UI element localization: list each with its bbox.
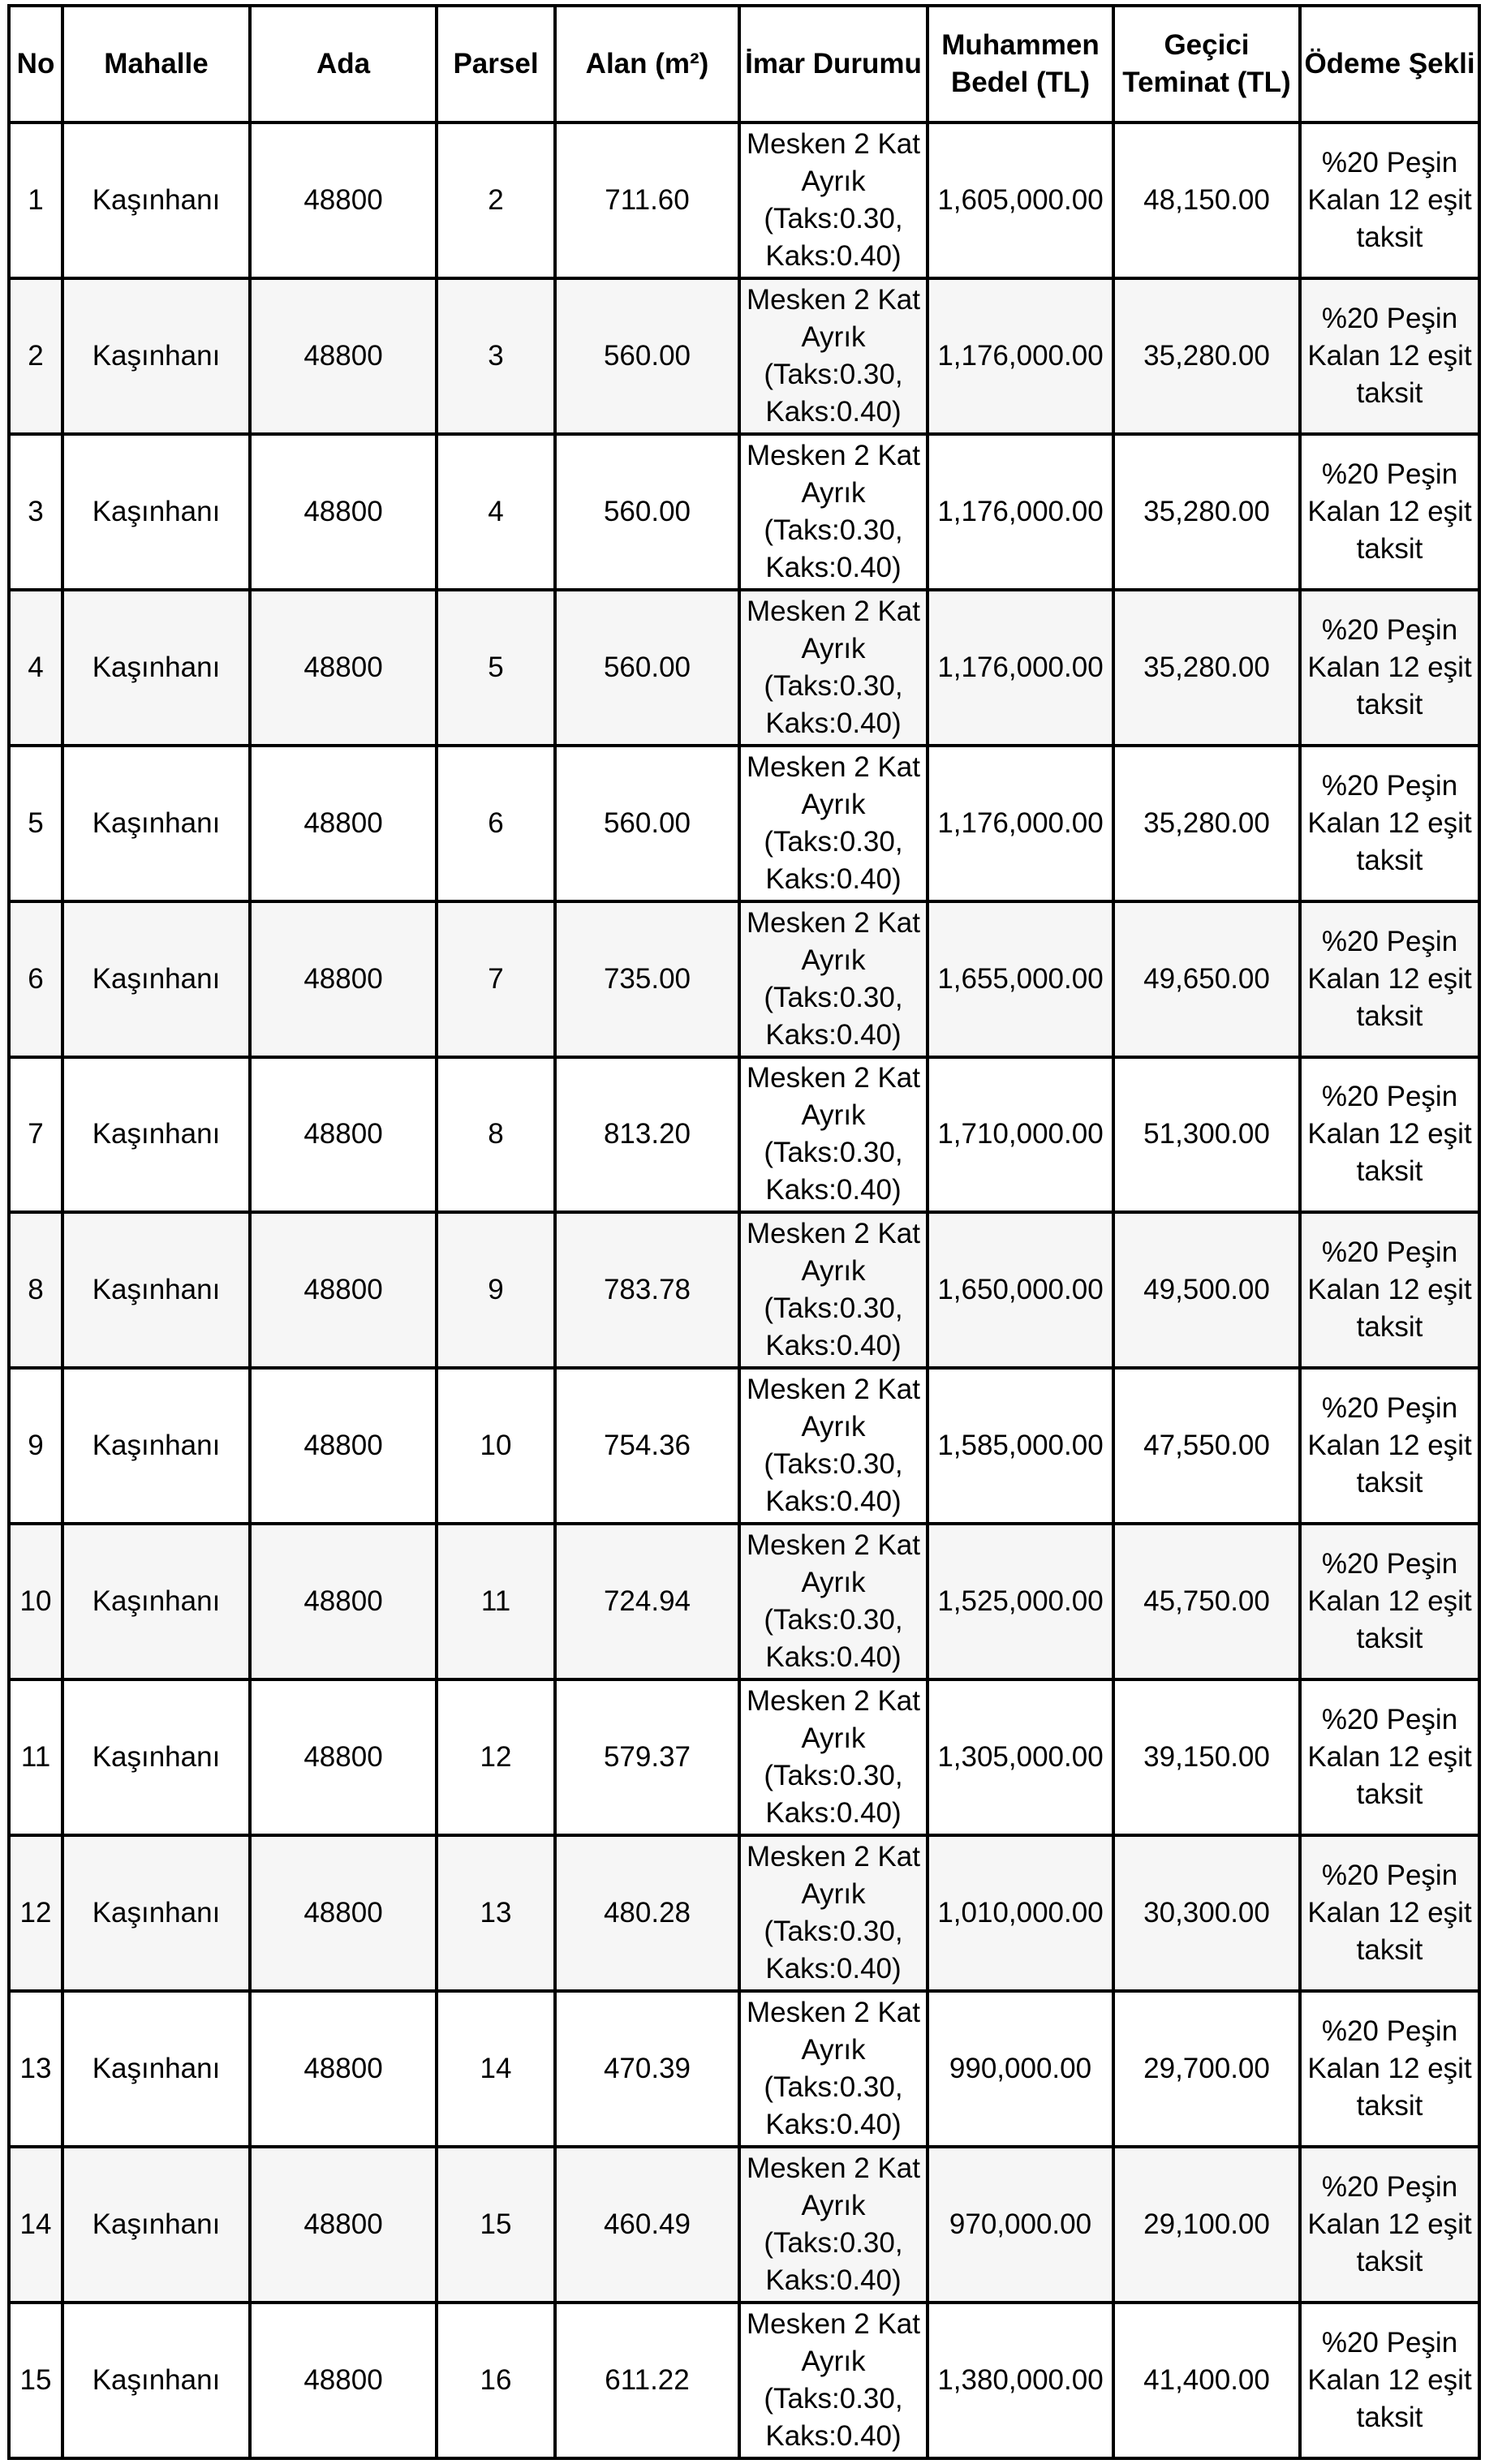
cell-ada: 48800 — [250, 434, 437, 590]
header-imar-durumu: İmar Durumu — [739, 6, 928, 123]
cell-muhammen-bedel: 1,176,000.00 — [928, 746, 1113, 901]
cell-mahalle: Kaşınhanı — [62, 2303, 250, 2458]
cell-muhammen-bedel: 1,176,000.00 — [928, 434, 1113, 590]
cell-alan: 560.00 — [555, 746, 739, 901]
cell-imar-durumu: Mesken 2 Kat Ayrık (Taks:0.30, Kaks:0.40) — [739, 278, 928, 434]
cell-mahalle: Kaşınhanı — [62, 1835, 250, 1991]
cell-odeme-sekli: %20 Peşin Kalan 12 eşit taksit — [1300, 746, 1479, 901]
table-body — [9, 123, 1479, 2458]
cell-mahalle: Kaşınhanı — [62, 278, 250, 434]
cell-no: 8 — [9, 1212, 62, 1368]
table-row — [9, 123, 1479, 278]
header-row — [9, 6, 1479, 123]
cell-gecici-teminat: 39,150.00 — [1113, 1679, 1300, 1835]
cell-parsel: 14 — [437, 1991, 555, 2147]
cell-alan: 480.28 — [555, 1835, 739, 1991]
table-row — [9, 590, 1479, 746]
cell-no: 9 — [9, 1368, 62, 1524]
table-row — [9, 2147, 1479, 2303]
cell-imar-durumu: Mesken 2 Kat Ayrık (Taks:0.30, Kaks:0.40) — [739, 123, 928, 278]
cell-mahalle: Kaşınhanı — [62, 1368, 250, 1524]
cell-gecici-teminat: 30,300.00 — [1113, 1835, 1300, 1991]
cell-mahalle: Kaşınhanı — [62, 746, 250, 901]
cell-odeme-sekli: %20 Peşin Kalan 12 eşit taksit — [1300, 434, 1479, 590]
cell-gecici-teminat: 49,650.00 — [1113, 901, 1300, 1057]
cell-parsel: 4 — [437, 434, 555, 590]
cell-parsel: 5 — [437, 590, 555, 746]
table-row — [9, 1524, 1479, 1679]
cell-no: 10 — [9, 1524, 62, 1679]
cell-ada: 48800 — [250, 2147, 437, 2303]
cell-muhammen-bedel: 1,585,000.00 — [928, 1368, 1113, 1524]
cell-no: 13 — [9, 1991, 62, 2147]
cell-parsel: 15 — [437, 2147, 555, 2303]
table-row — [9, 278, 1479, 434]
cell-no: 1 — [9, 123, 62, 278]
cell-alan: 724.94 — [555, 1524, 739, 1679]
cell-imar-durumu: Mesken 2 Kat Ayrık (Taks:0.30, Kaks:0.40) — [739, 746, 928, 901]
cell-parsel: 13 — [437, 1835, 555, 1991]
cell-mahalle: Kaşınhanı — [62, 123, 250, 278]
tender-parcel-table — [7, 4, 1481, 2460]
table-row — [9, 746, 1479, 901]
cell-imar-durumu: Mesken 2 Kat Ayrık (Taks:0.30, Kaks:0.40) — [739, 1057, 928, 1213]
cell-gecici-teminat: 47,550.00 — [1113, 1368, 1300, 1524]
cell-parsel: 12 — [437, 1679, 555, 1835]
cell-ada: 48800 — [250, 278, 437, 434]
cell-parsel: 11 — [437, 1524, 555, 1679]
cell-mahalle: Kaşınhanı — [62, 901, 250, 1057]
table-row — [9, 1679, 1479, 1835]
cell-parsel: 9 — [437, 1212, 555, 1368]
cell-imar-durumu: Mesken 2 Kat Ayrık (Taks:0.30, Kaks:0.40) — [739, 1991, 928, 2147]
cell-no: 4 — [9, 590, 62, 746]
cell-mahalle: Kaşınhanı — [62, 2147, 250, 2303]
cell-gecici-teminat: 48,150.00 — [1113, 123, 1300, 278]
cell-alan: 560.00 — [555, 590, 739, 746]
cell-ada: 48800 — [250, 1212, 437, 1368]
header-muhammen-bedel: Muhammen Bedel (TL) — [928, 6, 1113, 123]
cell-muhammen-bedel: 1,176,000.00 — [928, 590, 1113, 746]
cell-imar-durumu: Mesken 2 Kat Ayrık (Taks:0.30, Kaks:0.40) — [739, 2147, 928, 2303]
cell-parsel: 8 — [437, 1057, 555, 1213]
cell-no: 15 — [9, 2303, 62, 2458]
cell-muhammen-bedel: 1,525,000.00 — [928, 1524, 1113, 1679]
cell-ada: 48800 — [250, 1991, 437, 2147]
cell-gecici-teminat: 29,100.00 — [1113, 2147, 1300, 2303]
cell-muhammen-bedel: 1,710,000.00 — [928, 1057, 1113, 1213]
table-row — [9, 1991, 1479, 2147]
cell-parsel: 7 — [437, 901, 555, 1057]
cell-alan: 560.00 — [555, 278, 739, 434]
cell-alan: 783.78 — [555, 1212, 739, 1368]
cell-parsel: 10 — [437, 1368, 555, 1524]
header-alan: Alan (m²) — [555, 6, 739, 123]
table-row — [9, 1212, 1479, 1368]
cell-odeme-sekli: %20 Peşin Kalan 12 eşit taksit — [1300, 1524, 1479, 1679]
cell-odeme-sekli: %20 Peşin Kalan 12 eşit taksit — [1300, 1835, 1479, 1991]
cell-alan: 611.22 — [555, 2303, 739, 2458]
header-mahalle: Mahalle — [62, 6, 250, 123]
cell-gecici-teminat: 29,700.00 — [1113, 1991, 1300, 2147]
cell-muhammen-bedel: 1,650,000.00 — [928, 1212, 1113, 1368]
cell-imar-durumu: Mesken 2 Kat Ayrık (Taks:0.30, Kaks:0.40) — [739, 1524, 928, 1679]
cell-no: 11 — [9, 1679, 62, 1835]
cell-no: 12 — [9, 1835, 62, 1991]
cell-alan: 813.20 — [555, 1057, 739, 1213]
cell-odeme-sekli: %20 Peşin Kalan 12 eşit taksit — [1300, 1368, 1479, 1524]
cell-ada: 48800 — [250, 746, 437, 901]
cell-mahalle: Kaşınhanı — [62, 1679, 250, 1835]
cell-mahalle: Kaşınhanı — [62, 1212, 250, 1368]
cell-imar-durumu: Mesken 2 Kat Ayrık (Taks:0.30, Kaks:0.40) — [739, 1835, 928, 1991]
cell-ada: 48800 — [250, 2303, 437, 2458]
cell-mahalle: Kaşınhanı — [62, 1524, 250, 1679]
cell-odeme-sekli: %20 Peşin Kalan 12 eşit taksit — [1300, 590, 1479, 746]
cell-odeme-sekli: %20 Peşin Kalan 12 eşit taksit — [1300, 1057, 1479, 1213]
cell-gecici-teminat: 49,500.00 — [1113, 1212, 1300, 1368]
cell-alan: 579.37 — [555, 1679, 739, 1835]
cell-no: 3 — [9, 434, 62, 590]
cell-ada: 48800 — [250, 590, 437, 746]
cell-parsel: 2 — [437, 123, 555, 278]
cell-muhammen-bedel: 1,305,000.00 — [928, 1679, 1113, 1835]
cell-odeme-sekli: %20 Peşin Kalan 12 eşit taksit — [1300, 2147, 1479, 2303]
cell-ada: 48800 — [250, 123, 437, 278]
cell-odeme-sekli: %20 Peşin Kalan 12 eşit taksit — [1300, 123, 1479, 278]
cell-alan: 460.49 — [555, 2147, 739, 2303]
table-row — [9, 1368, 1479, 1524]
cell-imar-durumu: Mesken 2 Kat Ayrık (Taks:0.30, Kaks:0.40) — [739, 1679, 928, 1835]
cell-muhammen-bedel: 990,000.00 — [928, 1991, 1113, 2147]
cell-imar-durumu: Mesken 2 Kat Ayrık (Taks:0.30, Kaks:0.40) — [739, 434, 928, 590]
cell-no: 7 — [9, 1057, 62, 1213]
header-gecici-teminat: Geçici Teminat (TL) — [1113, 6, 1300, 123]
cell-ada: 48800 — [250, 1679, 437, 1835]
cell-odeme-sekli: %20 Peşin Kalan 12 eşit taksit — [1300, 278, 1479, 434]
cell-gecici-teminat: 35,280.00 — [1113, 590, 1300, 746]
cell-alan: 711.60 — [555, 123, 739, 278]
cell-parsel: 6 — [437, 746, 555, 901]
cell-ada: 48800 — [250, 1524, 437, 1679]
cell-ada: 48800 — [250, 1368, 437, 1524]
cell-mahalle: Kaşınhanı — [62, 434, 250, 590]
cell-mahalle: Kaşınhanı — [62, 1057, 250, 1213]
cell-muhammen-bedel: 1,655,000.00 — [928, 901, 1113, 1057]
cell-muhammen-bedel: 970,000.00 — [928, 2147, 1113, 2303]
cell-parsel: 3 — [437, 278, 555, 434]
cell-gecici-teminat: 51,300.00 — [1113, 1057, 1300, 1213]
cell-gecici-teminat: 35,280.00 — [1113, 278, 1300, 434]
cell-muhammen-bedel: 1,010,000.00 — [928, 1835, 1113, 1991]
cell-imar-durumu: Mesken 2 Kat Ayrık (Taks:0.30, Kaks:0.40) — [739, 590, 928, 746]
cell-alan: 754.36 — [555, 1368, 739, 1524]
cell-odeme-sekli: %20 Peşin Kalan 12 eşit taksit — [1300, 1679, 1479, 1835]
table-row — [9, 434, 1479, 590]
cell-imar-durumu: Mesken 2 Kat Ayrık (Taks:0.30, Kaks:0.40) — [739, 1212, 928, 1368]
cell-imar-durumu: Mesken 2 Kat Ayrık (Taks:0.30, Kaks:0.40) — [739, 901, 928, 1057]
table-row — [9, 1057, 1479, 1213]
cell-mahalle: Kaşınhanı — [62, 1991, 250, 2147]
cell-mahalle: Kaşınhanı — [62, 590, 250, 746]
cell-gecici-teminat: 45,750.00 — [1113, 1524, 1300, 1679]
table-row — [9, 901, 1479, 1057]
header-ada: Ada — [250, 6, 437, 123]
cell-no: 6 — [9, 901, 62, 1057]
header-odeme-sekli: Ödeme Şekli — [1300, 6, 1479, 123]
table-row — [9, 2303, 1479, 2458]
cell-imar-durumu: Mesken 2 Kat Ayrık (Taks:0.30, Kaks:0.40) — [739, 2303, 928, 2458]
cell-gecici-teminat: 35,280.00 — [1113, 434, 1300, 590]
header-no: No — [9, 6, 62, 123]
cell-imar-durumu: Mesken 2 Kat Ayrık (Taks:0.30, Kaks:0.40) — [739, 1368, 928, 1524]
cell-odeme-sekli: %20 Peşin Kalan 12 eşit taksit — [1300, 1991, 1479, 2147]
cell-ada: 48800 — [250, 1057, 437, 1213]
cell-muhammen-bedel: 1,380,000.00 — [928, 2303, 1113, 2458]
cell-alan: 470.39 — [555, 1991, 739, 2147]
cell-gecici-teminat: 41,400.00 — [1113, 2303, 1300, 2458]
cell-no: 5 — [9, 746, 62, 901]
cell-no: 2 — [9, 278, 62, 434]
cell-no: 14 — [9, 2147, 62, 2303]
cell-odeme-sekli: %20 Peşin Kalan 12 eşit taksit — [1300, 2303, 1479, 2458]
cell-ada: 48800 — [250, 1835, 437, 1991]
cell-alan: 560.00 — [555, 434, 739, 590]
table-row — [9, 1835, 1479, 1991]
cell-gecici-teminat: 35,280.00 — [1113, 746, 1300, 901]
cell-ada: 48800 — [250, 901, 437, 1057]
cell-parsel: 16 — [437, 2303, 555, 2458]
cell-odeme-sekli: %20 Peşin Kalan 12 eşit taksit — [1300, 1212, 1479, 1368]
cell-muhammen-bedel: 1,176,000.00 — [928, 278, 1113, 434]
cell-odeme-sekli: %20 Peşin Kalan 12 eşit taksit — [1300, 901, 1479, 1057]
cell-muhammen-bedel: 1,605,000.00 — [928, 123, 1113, 278]
header-parsel: Parsel — [437, 6, 555, 123]
cell-alan: 735.00 — [555, 901, 739, 1057]
